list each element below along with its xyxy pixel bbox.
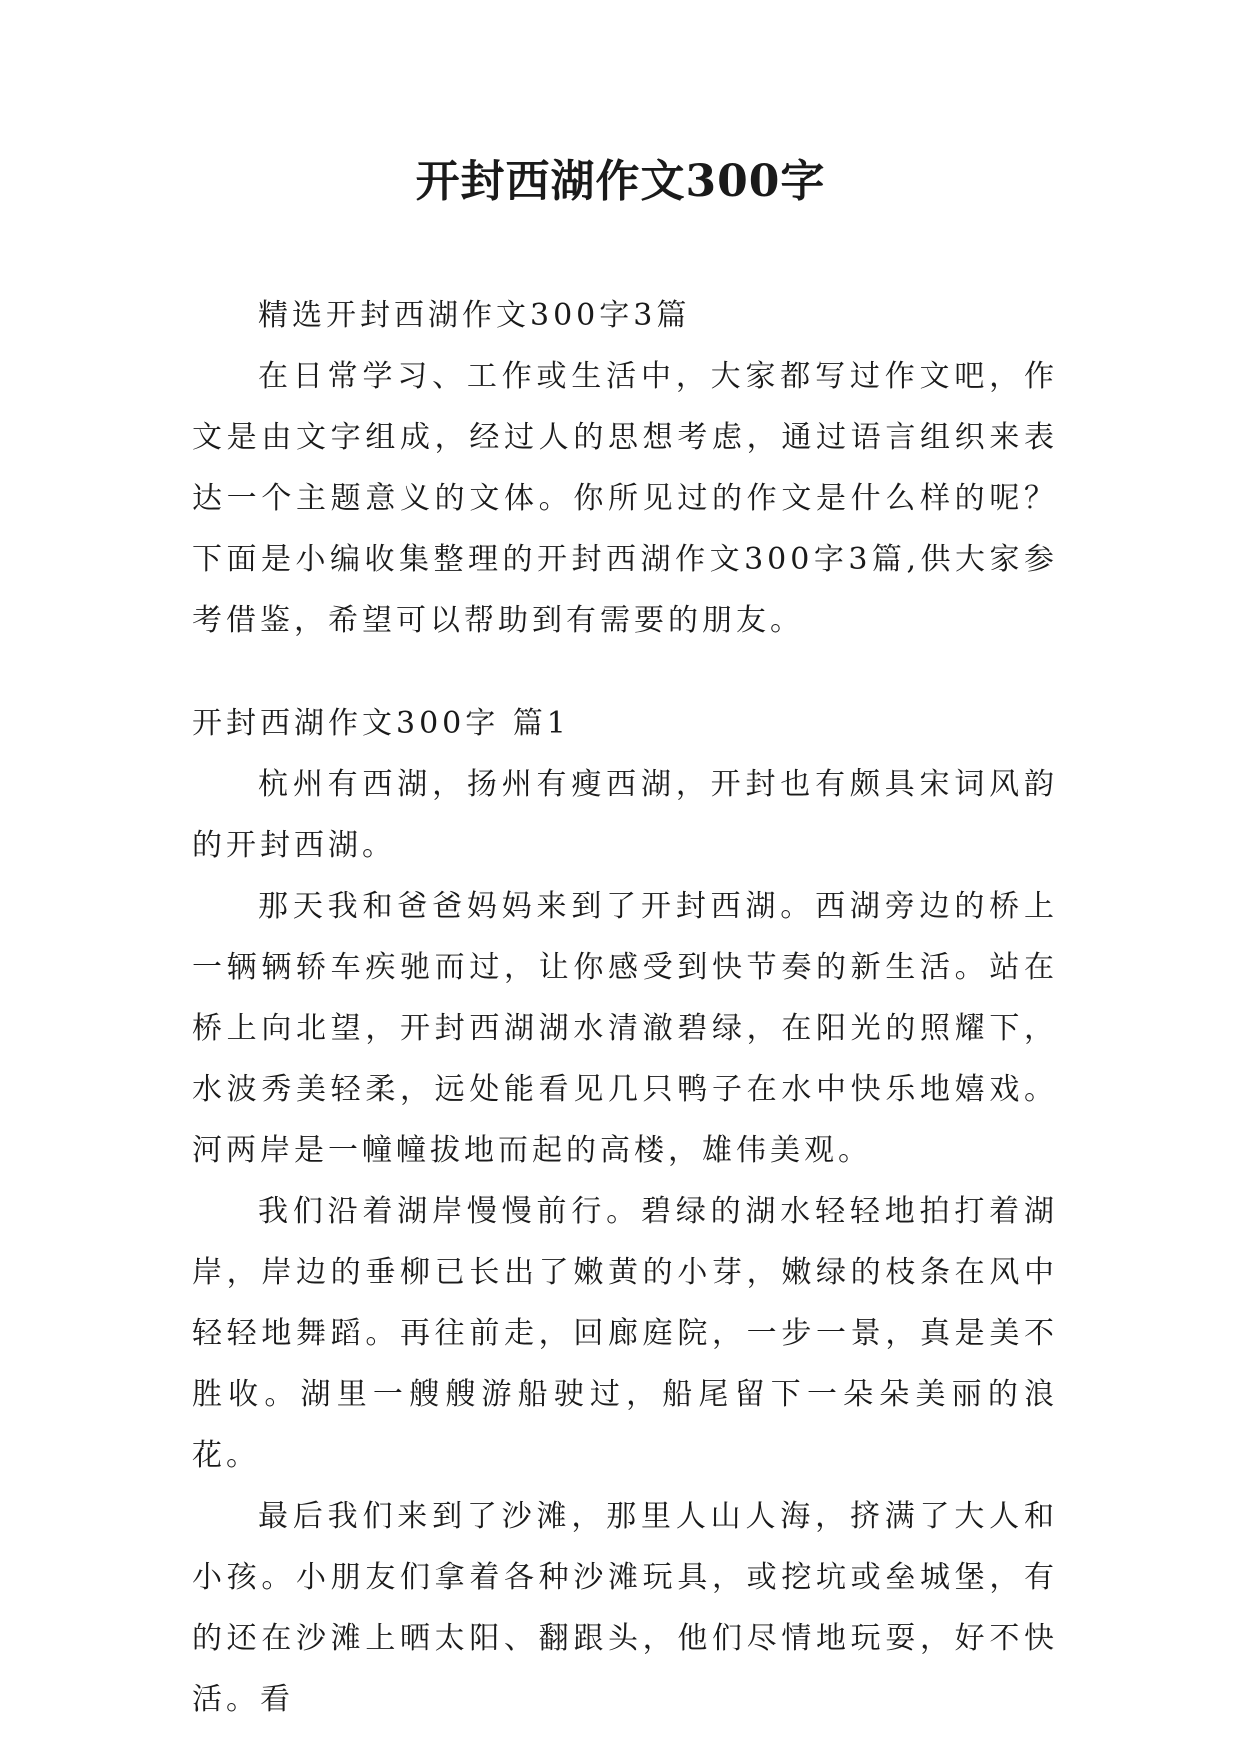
intro-block (192, 285, 1058, 651)
section-paragraph: 我们沿着湖岸慢慢前行。碧绿的湖水轻轻地拍打着湖岸，岸边的垂柳已长出了嫩黄的小芽，嫩绿的枝条在风中轻轻地舞蹈。再往前走，回廊庭院，一步一景，真是美不胜收。湖里一艘艘游船驶过，船尾留下一朵朵美丽的浪花。 (192, 1194, 1058, 1473)
intro-paragraph: 在日常学习、工作或生活中，大家都写过作文吧，作文是由文字组成，经过人的思想考虑，通过语言组织来表达一个主题意义的文体。你所见过的作文是什么样的呢？下面是小编收集整理的开封西湖作文300字3篇,供大家参考借鉴，希望可以帮助到有需要的朋友。 (192, 359, 1058, 638)
section-paragraph: 那天我和爸爸妈妈来到了开封西湖。西湖旁边的桥上一辆辆轿车疾驰而过，让你感受到快节奏的新生活。站在桥上向北望，开封西湖湖水清澈碧绿，在阳光的照耀下，水波秀美轻柔，远处能看见几只鸭子在水中快乐地嬉戏。河两岸是一幢幢拔地而起的高楼，雄伟美观。 (192, 889, 1058, 1168)
section-paragraph: 杭州有西湖，扬州有瘦西湖，开封也有颇具宋词风韵的开封西湖。 (192, 767, 1058, 863)
section-1 (192, 693, 1058, 1730)
intro-subtitle: 精选开封西湖作文300字3篇 (258, 298, 691, 333)
document-title: 开封西湖作文300字 (415, 156, 826, 207)
section-heading: 开封西湖作文300字 篇1 (192, 706, 570, 741)
section-paragraph: 最后我们来到了沙滩，那里人山人海，挤满了大人和小孩。小朋友们拿着各种沙滩玩具，或挖坑或垒城堡，有的还在沙滩上晒太阳、翻跟头，他们尽情地玩耍，好不快活。看 (192, 1499, 1058, 1717)
